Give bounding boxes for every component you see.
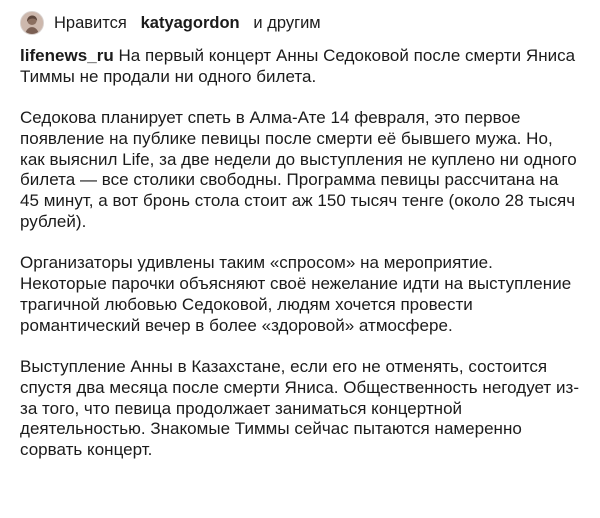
caption-text: На первый концерт Анны Седоковой после смерти Яниса Тиммы не продали ни одного билета.	[20, 46, 576, 86]
likes-row	[20, 10, 580, 36]
post-author-link[interactable]: lifenews_ru	[20, 46, 114, 65]
paragraph-1: Седокова планирует спеть в Алма-Ате 14 февраля, это первое появление на публике певицы после смерти её бывшего мужа. Но, как выяснил Life, за две недели до выступления не куплено ни одного билета — все столики свободны. Программа певицы рассчитана на 45 минут, а вот бронь стола стоит аж 150 тысяч тенге (около 28 тысяч рублей).	[20, 108, 577, 232]
avatar-icon[interactable]	[20, 11, 44, 35]
likes-prefix: Нравится	[54, 13, 127, 32]
paragraph-2: Организаторы удивлены таким «спросом» на мероприятие. Некоторые парочки объясняют своё нежелание идти на выступление трагичной любовью Седоковой, людям хочется провести романтический вечер в более «здоровой» атмосфере.	[20, 253, 572, 335]
likes-suffix: и другим	[253, 13, 321, 32]
liked-by-username-link[interactable]: katyagordon	[140, 13, 240, 32]
likes-text	[54, 15, 321, 32]
post-body	[20, 46, 580, 461]
paragraph-3: Выступление Анны в Казахстане, если его не отменять, состоится спустя два месяца после смерти Яниса. Общественность негодует из-за того, что певица продолжает заниматься концертной деятельностью. Знакомые Тиммы сейчас пытаются намеренно сорвать концерт.	[20, 357, 579, 460]
post-caption	[20, 46, 580, 88]
